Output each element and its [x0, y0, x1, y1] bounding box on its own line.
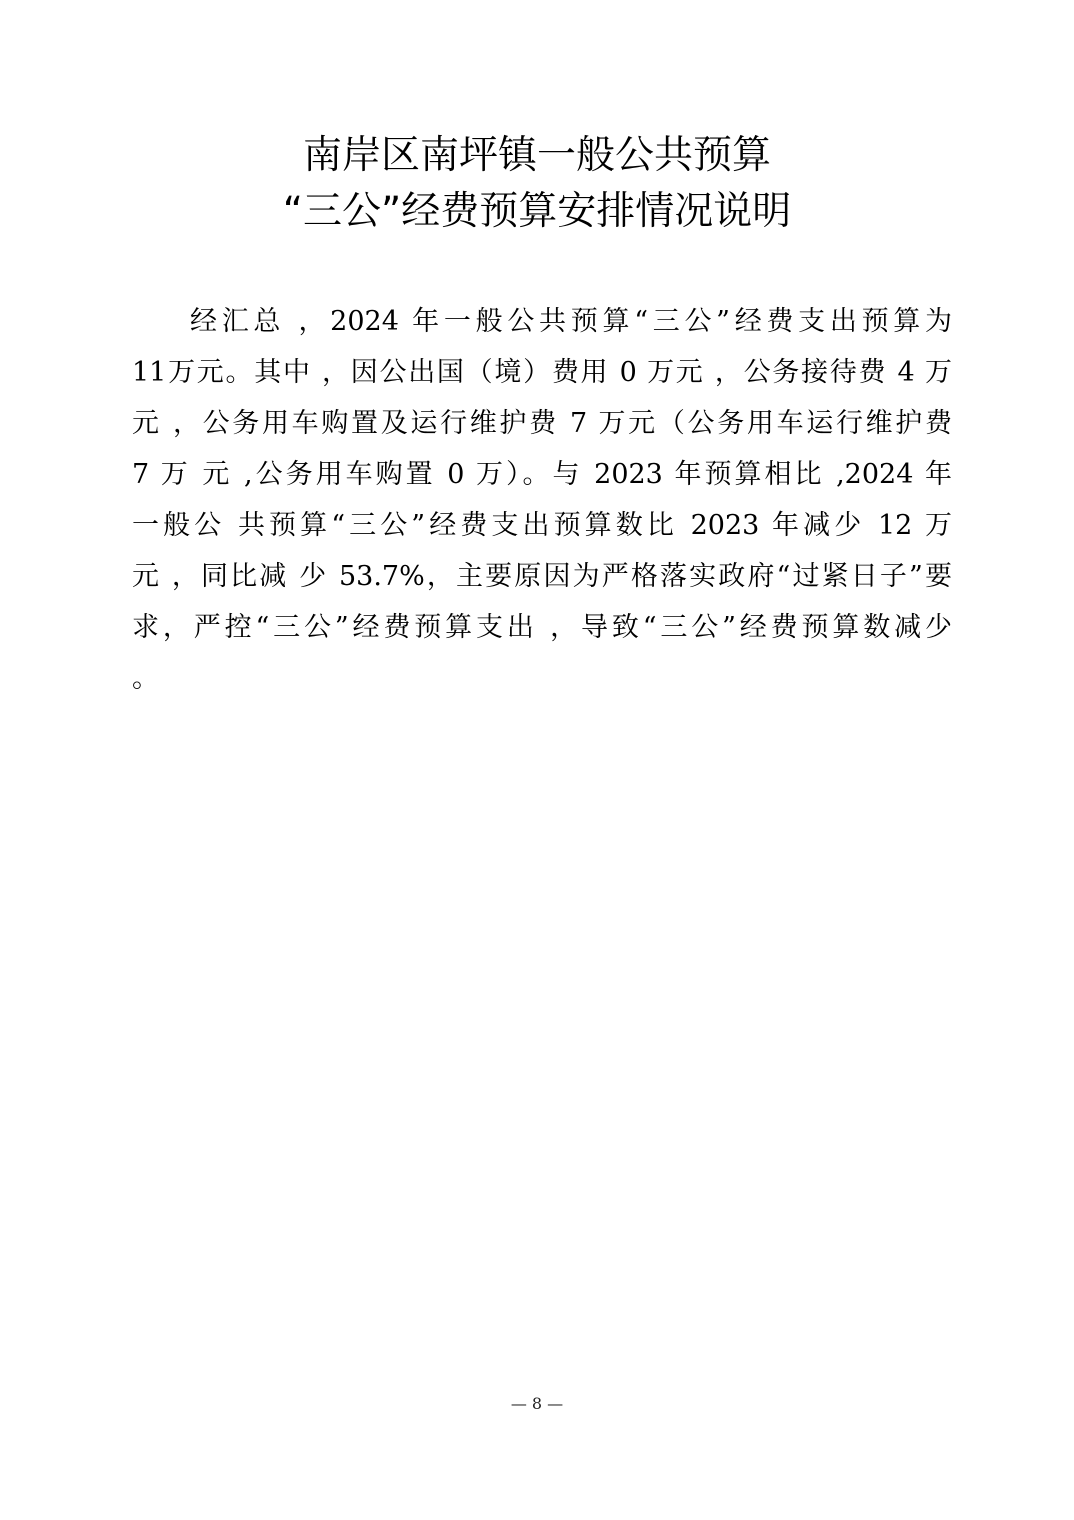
- body-line-3: 元 ，公务用车购置及运行维护费 7 万元（公务用车运行维护费: [132, 408, 952, 439]
- body-line-8: 。: [132, 663, 159, 694]
- title-line-2: “三公”经费预算安排情况说明: [282, 189, 792, 234]
- body-line-2: 11万元。其中 ，因公出国（境）费用 0 万元 ，公务接待费 4 万: [132, 357, 952, 388]
- document-body: [132, 296, 952, 704]
- body-line-1: 经汇总 ，2024 年一般公共预算“三公”经费支出预算为: [190, 306, 952, 337]
- body-line-5: 一般公 共预算“三公”经费支出预算数比 2023 年减少 12 万: [132, 510, 952, 541]
- title-line-1: 南岸区南坪镇一般公共预算: [302, 133, 771, 178]
- body-line-6: 元 ，同比减 少 53.7%，主要原因为严格落实政府“过紧日子”要: [132, 561, 952, 592]
- body-line-4: 7 万 元 ,公务用车购置 0 万）。与 2023 年预算相比 ,2024 年: [132, 459, 952, 490]
- body-line-7: 求，严控“三公”经费预算支出 ，导致“三公”经费预算数减少: [132, 612, 952, 643]
- document-title: [0, 128, 1074, 240]
- page-number: — 8 —: [510, 1394, 564, 1413]
